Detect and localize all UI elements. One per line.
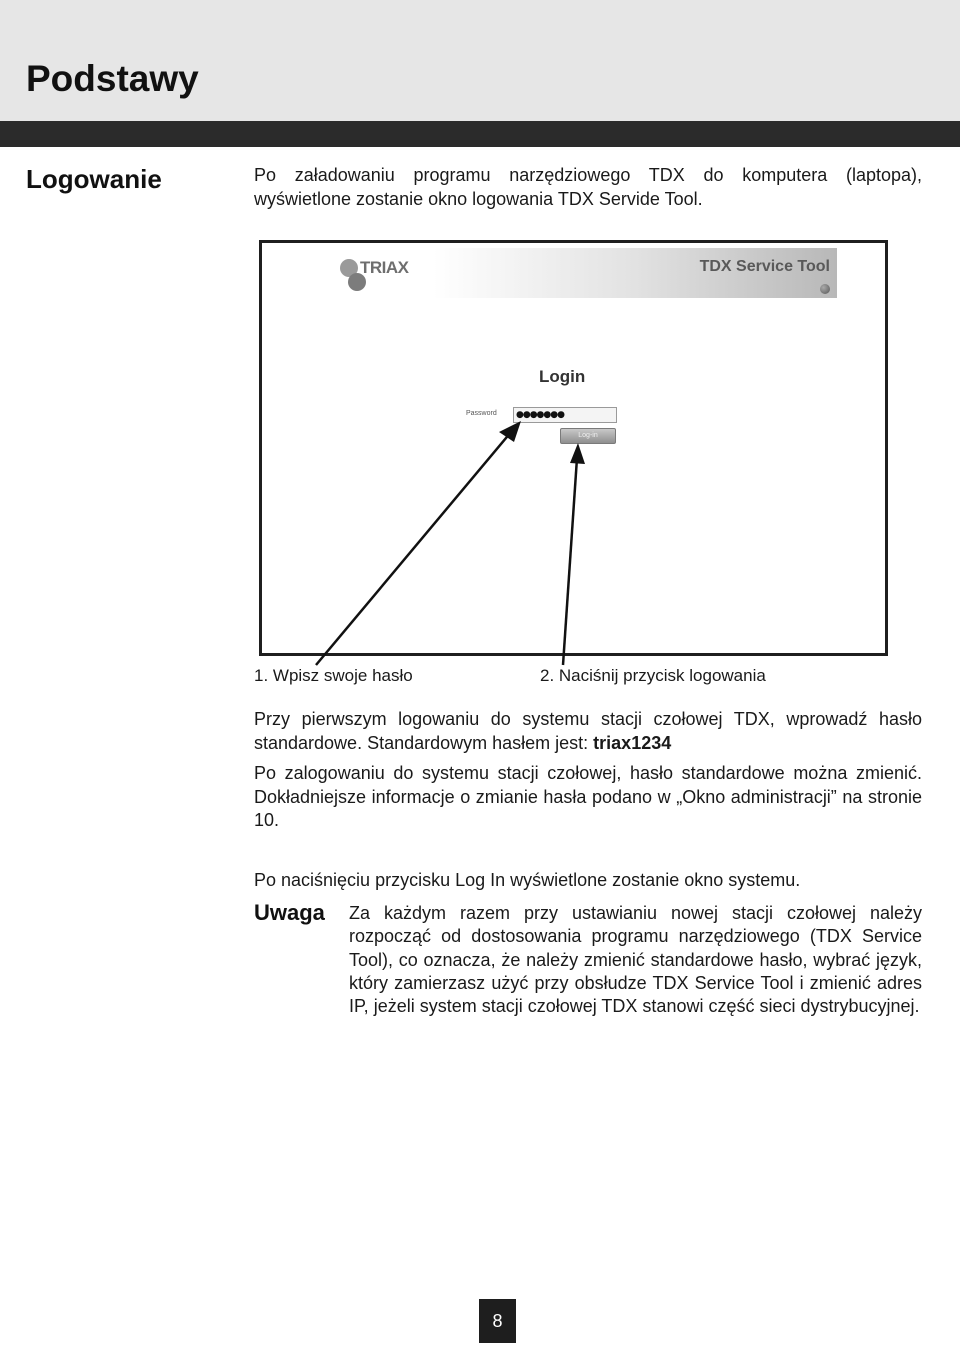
password-label: Password: [466, 410, 497, 417]
note-label: Uwaga: [254, 900, 325, 925]
page-number: 8: [479, 1299, 516, 1343]
after-login-paragraph: Po naciśnięciu przycisku Log In wyświetlone zostanie okno systemu.: [254, 870, 801, 890]
first-login-paragraph: Przy pierwszym logowaniu do systemu stacji czołowej TDX, wprowadź hasło standardowe. Standardowym hasłem jest: triax1234: [254, 709, 922, 753]
header-divider-bar: [0, 121, 960, 147]
change-password-paragraph: Po zalogowaniu do systemu stacji czołowej, hasło standardowe można zmienić. Dokładniejsze informacje o zmianie hasła podano w „Okno administracji” na stronie 10.: [254, 763, 922, 830]
section-heading: Logowanie: [26, 164, 162, 194]
intro-paragraph: Po załadowaniu programu narzędziowego TDX do komputera (laptopa), wyświetlone zostanie okno logowania TDX Servide Tool.: [254, 165, 922, 209]
status-indicator-icon: [820, 284, 830, 294]
default-password: triax1234: [593, 732, 672, 753]
app-title: TDX Service Tool: [699, 258, 830, 275]
brand-logo-text: TRIAX: [360, 258, 409, 277]
login-screenshot: [259, 240, 888, 656]
login-button[interactable]: Log-in: [560, 428, 616, 444]
caption-step-1: 1. Wpisz swoje hasło: [254, 666, 413, 685]
app-banner: [332, 248, 837, 298]
page-title: Podstawy: [26, 58, 199, 99]
login-heading: Login: [539, 367, 586, 386]
password-input[interactable]: ●●●●●●●: [513, 407, 617, 423]
note-text: Za każdym razem przy ustawianiu nowej stacji czołowej należy rozpocząć od dostosowania programu narzędziowego (TDX Service Tool), co oznacza, że należy zmienić standardowe hasło, wybrać język, który zamierzasz użyć przy obsłudze TDX Service Tool i zmienić adres IP, jeżeli system stacji czołowej TDX stanowi część sieci dystrybucyjnej.: [349, 903, 922, 1017]
caption-step-2: 2. Naciśnij przycisk logowania: [540, 666, 766, 685]
